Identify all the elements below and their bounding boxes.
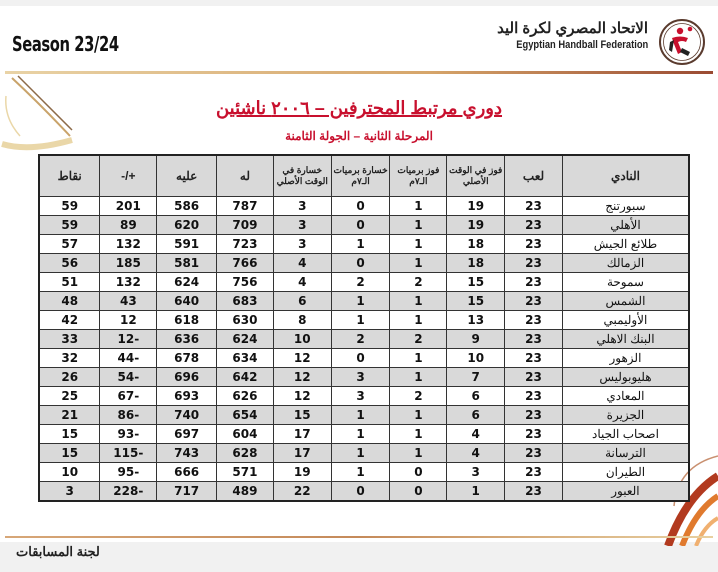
goals-for-cell: 723 bbox=[217, 235, 274, 254]
club-cell: الأوليمبي bbox=[562, 311, 689, 330]
loss-penalties-cell: 3 bbox=[331, 368, 390, 387]
goals-against-cell: 697 bbox=[157, 425, 217, 444]
federation-name-english: Egyptian Handball Federation bbox=[516, 39, 648, 51]
goals-against-cell: 696 bbox=[157, 368, 217, 387]
goal-difference-cell: -54 bbox=[100, 368, 157, 387]
goals-against-cell: 717 bbox=[157, 482, 217, 502]
goals-for-cell: 756 bbox=[217, 273, 274, 292]
win-regular-cell: 6 bbox=[447, 387, 505, 406]
win-penalties-cell: 1 bbox=[390, 311, 447, 330]
goals-for-cell: 683 bbox=[217, 292, 274, 311]
goal-difference-cell: -93 bbox=[100, 425, 157, 444]
header-played: لعب bbox=[505, 155, 563, 197]
club-cell: اصحاب الجياد bbox=[562, 425, 689, 444]
loss-regular-cell: 3 bbox=[273, 197, 331, 216]
goal-difference-cell: 132 bbox=[100, 235, 157, 254]
header-loss-penalties: خسارة برميات الـ٧م bbox=[331, 155, 390, 197]
win-regular-cell: 7 bbox=[447, 368, 505, 387]
points-cell: 33 bbox=[39, 330, 100, 349]
table-row bbox=[39, 292, 689, 311]
loss-regular-cell: 17 bbox=[273, 425, 331, 444]
goals-for-cell: 571 bbox=[217, 463, 274, 482]
win-regular-cell: 13 bbox=[447, 311, 505, 330]
played-cell: 23 bbox=[505, 311, 563, 330]
win-penalties-cell: 0 bbox=[390, 482, 447, 502]
table-row bbox=[39, 425, 689, 444]
loss-regular-cell: 3 bbox=[273, 216, 331, 235]
points-cell: 25 bbox=[39, 387, 100, 406]
table-row bbox=[39, 197, 689, 216]
played-cell: 23 bbox=[505, 349, 563, 368]
win-regular-cell: 1 bbox=[447, 482, 505, 502]
loss-regular-cell: 8 bbox=[273, 311, 331, 330]
goal-difference-cell: 185 bbox=[100, 254, 157, 273]
loss-regular-cell: 12 bbox=[273, 349, 331, 368]
points-cell: 59 bbox=[39, 216, 100, 235]
win-penalties-cell: 2 bbox=[390, 330, 447, 349]
goals-against-cell: 618 bbox=[157, 311, 217, 330]
loss-regular-cell: 3 bbox=[273, 235, 331, 254]
goals-against-cell: 636 bbox=[157, 330, 217, 349]
document-page bbox=[0, 6, 718, 559]
points-cell: 59 bbox=[39, 197, 100, 216]
loss-penalties-cell: 1 bbox=[331, 235, 390, 254]
goal-difference-cell: -228 bbox=[100, 482, 157, 502]
goals-for-cell: 628 bbox=[217, 444, 274, 463]
win-regular-cell: 15 bbox=[447, 273, 505, 292]
played-cell: 23 bbox=[505, 444, 563, 463]
loss-penalties-cell: 1 bbox=[331, 425, 390, 444]
played-cell: 23 bbox=[505, 463, 563, 482]
loss-penalties-cell: 1 bbox=[331, 463, 390, 482]
header-goals-for: له bbox=[217, 155, 274, 197]
goals-for-cell: 766 bbox=[217, 254, 274, 273]
club-cell: الزمالك bbox=[562, 254, 689, 273]
table-row bbox=[39, 311, 689, 330]
played-cell: 23 bbox=[505, 406, 563, 425]
loss-regular-cell: 17 bbox=[273, 444, 331, 463]
federation-name bbox=[493, 20, 648, 53]
loss-regular-cell: 10 bbox=[273, 330, 331, 349]
points-cell: 32 bbox=[39, 349, 100, 368]
win-regular-cell: 18 bbox=[447, 254, 505, 273]
goals-for-cell: 624 bbox=[217, 330, 274, 349]
loss-penalties-cell: 0 bbox=[331, 216, 390, 235]
loss-regular-cell: 12 bbox=[273, 368, 331, 387]
points-cell: 15 bbox=[39, 425, 100, 444]
goals-for-cell: 626 bbox=[217, 387, 274, 406]
club-cell: العبور bbox=[562, 482, 689, 502]
goals-for-cell: 634 bbox=[217, 349, 274, 368]
win-regular-cell: 9 bbox=[447, 330, 505, 349]
table-row bbox=[39, 330, 689, 349]
win-penalties-cell: 1 bbox=[390, 254, 447, 273]
win-penalties-cell: 1 bbox=[390, 406, 447, 425]
table-row bbox=[39, 368, 689, 387]
goals-for-cell: 787 bbox=[217, 197, 274, 216]
loss-penalties-cell: 3 bbox=[331, 387, 390, 406]
win-penalties-cell: 0 bbox=[390, 463, 447, 482]
goals-for-cell: 709 bbox=[217, 216, 274, 235]
goals-against-cell: 640 bbox=[157, 292, 217, 311]
played-cell: 23 bbox=[505, 235, 563, 254]
goals-against-cell: 620 bbox=[157, 216, 217, 235]
club-cell: سموحة bbox=[562, 273, 689, 292]
loss-penalties-cell: 2 bbox=[331, 330, 390, 349]
goals-for-cell: 489 bbox=[217, 482, 274, 502]
page-title-text: دوري مرتبط المحترفين – ٢٠٠٦ ناشئين bbox=[215, 98, 503, 118]
table-row bbox=[39, 444, 689, 463]
goal-difference-cell: 201 bbox=[100, 197, 157, 216]
club-cell: الترسانة bbox=[562, 444, 689, 463]
table-row bbox=[39, 349, 689, 368]
header-divider bbox=[5, 71, 713, 74]
table-row bbox=[39, 387, 689, 406]
table-header-row bbox=[39, 155, 689, 197]
win-regular-cell: 19 bbox=[447, 216, 505, 235]
played-cell: 23 bbox=[505, 273, 563, 292]
header-goal-difference: +/- bbox=[100, 155, 157, 197]
loss-penalties-cell: 0 bbox=[331, 349, 390, 368]
win-penalties-cell: 1 bbox=[390, 444, 447, 463]
win-penalties-cell: 1 bbox=[390, 292, 447, 311]
footer-divider bbox=[5, 536, 713, 538]
win-penalties-cell: 1 bbox=[390, 235, 447, 254]
club-cell: الأهلي bbox=[562, 216, 689, 235]
win-penalties-cell: 2 bbox=[390, 387, 447, 406]
goal-difference-cell: 89 bbox=[100, 216, 157, 235]
points-cell: 3 bbox=[39, 482, 100, 502]
goals-against-cell: 591 bbox=[157, 235, 217, 254]
club-cell: الشمس bbox=[562, 292, 689, 311]
standings-body bbox=[39, 197, 689, 502]
points-cell: 57 bbox=[39, 235, 100, 254]
win-penalties-cell: 2 bbox=[390, 273, 447, 292]
points-cell: 15 bbox=[39, 444, 100, 463]
played-cell: 23 bbox=[505, 330, 563, 349]
header-loss-regular: خسارة في الوقت الأصلي bbox=[273, 155, 331, 197]
win-regular-cell: 4 bbox=[447, 425, 505, 444]
win-regular-cell: 4 bbox=[447, 444, 505, 463]
header-win-penalties: فوز برميات الـ٧م bbox=[390, 155, 447, 197]
goal-difference-cell: -67 bbox=[100, 387, 157, 406]
goals-against-cell: 693 bbox=[157, 387, 217, 406]
loss-regular-cell: 12 bbox=[273, 387, 331, 406]
goal-difference-cell: -86 bbox=[100, 406, 157, 425]
played-cell: 23 bbox=[505, 254, 563, 273]
goal-difference-cell: -44 bbox=[100, 349, 157, 368]
goal-difference-cell: -115 bbox=[100, 444, 157, 463]
loss-regular-cell: 22 bbox=[273, 482, 331, 502]
handball-player-logo-icon bbox=[658, 18, 706, 66]
header-points: نقاط bbox=[39, 155, 100, 197]
points-cell: 56 bbox=[39, 254, 100, 273]
goal-difference-cell: 132 bbox=[100, 273, 157, 292]
loss-penalties-cell: 0 bbox=[331, 482, 390, 502]
points-cell: 26 bbox=[39, 368, 100, 387]
win-regular-cell: 18 bbox=[447, 235, 505, 254]
goals-against-cell: 624 bbox=[157, 273, 217, 292]
goals-for-cell: 604 bbox=[217, 425, 274, 444]
loss-penalties-cell: 1 bbox=[331, 311, 390, 330]
goals-for-cell: 654 bbox=[217, 406, 274, 425]
win-regular-cell: 19 bbox=[447, 197, 505, 216]
club-cell: الطيران bbox=[562, 463, 689, 482]
page-title bbox=[0, 98, 718, 119]
season-label: Season 23/24 bbox=[12, 32, 119, 56]
loss-regular-cell: 4 bbox=[273, 273, 331, 292]
club-cell: الزهور bbox=[562, 349, 689, 368]
table-row bbox=[39, 216, 689, 235]
goals-against-cell: 743 bbox=[157, 444, 217, 463]
goal-difference-cell: 12 bbox=[100, 311, 157, 330]
footer-committee: لجنة المسابقات bbox=[16, 544, 100, 559]
win-regular-cell: 15 bbox=[447, 292, 505, 311]
goals-against-cell: 666 bbox=[157, 463, 217, 482]
win-penalties-cell: 1 bbox=[390, 425, 447, 444]
goals-against-cell: 740 bbox=[157, 406, 217, 425]
goals-against-cell: 586 bbox=[157, 197, 217, 216]
goal-difference-cell: -95 bbox=[100, 463, 157, 482]
table-row bbox=[39, 235, 689, 254]
club-cell: البنك الاهلي bbox=[562, 330, 689, 349]
header-win-regular: فوز في الوقت الأصلي bbox=[447, 155, 505, 197]
table-row bbox=[39, 482, 689, 502]
table-row bbox=[39, 463, 689, 482]
club-cell: الجزيرة bbox=[562, 406, 689, 425]
table-row bbox=[39, 254, 689, 273]
win-regular-cell: 6 bbox=[447, 406, 505, 425]
win-penalties-cell: 1 bbox=[390, 216, 447, 235]
standings-table bbox=[38, 154, 690, 502]
loss-regular-cell: 19 bbox=[273, 463, 331, 482]
page-subtitle: المرحلة الثانية – الجولة الثامنة bbox=[285, 129, 433, 143]
points-cell: 21 bbox=[39, 406, 100, 425]
header-goals-against: عليه bbox=[157, 155, 217, 197]
loss-penalties-cell: 0 bbox=[331, 254, 390, 273]
header-club: النادي bbox=[562, 155, 689, 197]
played-cell: 23 bbox=[505, 216, 563, 235]
club-cell: سبورتنج bbox=[562, 197, 689, 216]
win-penalties-cell: 1 bbox=[390, 368, 447, 387]
loss-penalties-cell: 1 bbox=[331, 444, 390, 463]
club-cell: المعادي bbox=[562, 387, 689, 406]
win-penalties-cell: 1 bbox=[390, 197, 447, 216]
points-cell: 48 bbox=[39, 292, 100, 311]
goals-for-cell: 642 bbox=[217, 368, 274, 387]
loss-regular-cell: 6 bbox=[273, 292, 331, 311]
played-cell: 23 bbox=[505, 292, 563, 311]
played-cell: 23 bbox=[505, 368, 563, 387]
loss-penalties-cell: 2 bbox=[331, 273, 390, 292]
loss-penalties-cell: 0 bbox=[331, 197, 390, 216]
played-cell: 23 bbox=[505, 197, 563, 216]
points-cell: 42 bbox=[39, 311, 100, 330]
federation-name-arabic: الاتحاد المصري لكرة اليد bbox=[497, 20, 648, 37]
played-cell: 23 bbox=[505, 425, 563, 444]
loss-penalties-cell: 1 bbox=[331, 292, 390, 311]
table-row bbox=[39, 406, 689, 425]
goals-against-cell: 581 bbox=[157, 254, 217, 273]
points-cell: 10 bbox=[39, 463, 100, 482]
loss-regular-cell: 4 bbox=[273, 254, 331, 273]
points-cell: 51 bbox=[39, 273, 100, 292]
goals-for-cell: 630 bbox=[217, 311, 274, 330]
table-row bbox=[39, 273, 689, 292]
played-cell: 23 bbox=[505, 387, 563, 406]
win-penalties-cell: 1 bbox=[390, 349, 447, 368]
goals-against-cell: 678 bbox=[157, 349, 217, 368]
loss-penalties-cell: 1 bbox=[331, 406, 390, 425]
club-cell: طلائع الجيش bbox=[562, 235, 689, 254]
goal-difference-cell: -12 bbox=[100, 330, 157, 349]
win-regular-cell: 3 bbox=[447, 463, 505, 482]
win-regular-cell: 10 bbox=[447, 349, 505, 368]
played-cell: 23 bbox=[505, 482, 563, 502]
goal-difference-cell: 43 bbox=[100, 292, 157, 311]
loss-regular-cell: 15 bbox=[273, 406, 331, 425]
club-cell: هليوبوليس bbox=[562, 368, 689, 387]
